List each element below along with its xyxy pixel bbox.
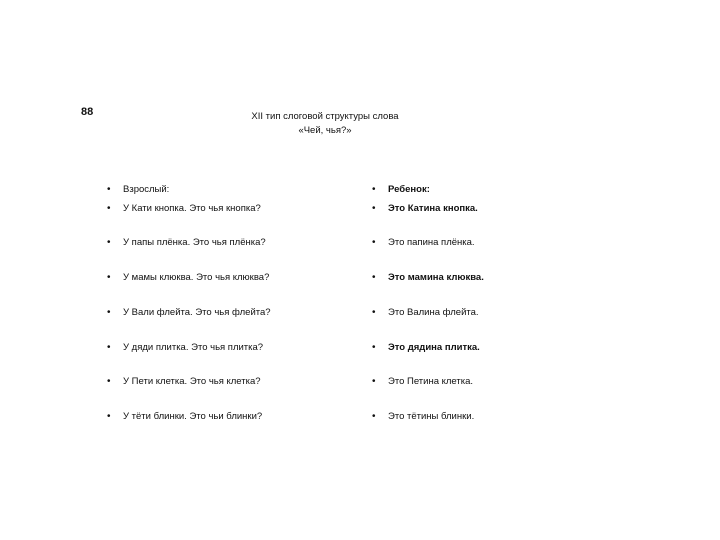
- bullet-icon: •: [107, 237, 111, 248]
- child-answer: Это дядина плитка.: [388, 342, 480, 353]
- bullet-icon: •: [372, 307, 376, 318]
- bullet-icon: •: [372, 411, 376, 422]
- bullet-icon: •: [107, 342, 111, 353]
- list-item: [107, 237, 266, 249]
- list-item: [107, 411, 262, 423]
- list-item: [372, 376, 473, 388]
- bullet-icon: •: [372, 237, 376, 248]
- bullet-icon: •: [107, 376, 111, 387]
- bullet-icon: •: [107, 203, 111, 214]
- bullet-icon: •: [372, 184, 376, 195]
- list-item: [107, 307, 271, 319]
- adult-question: У дяди плитка. Это чья плитка?: [123, 342, 264, 353]
- list-item: [372, 237, 475, 249]
- adult-question: У Кати кнопка. Это чья кнопка?: [123, 203, 261, 214]
- child-answer: Это тётины блинки.: [388, 411, 475, 422]
- bullet-icon: •: [372, 203, 376, 214]
- list-item: [372, 411, 474, 423]
- bullet-icon: •: [107, 307, 111, 318]
- list-item: [107, 376, 261, 388]
- adult-question: У мамы клюква. Это чья клюква?: [123, 272, 270, 283]
- child-answer: Это Петина клетка.: [388, 376, 474, 387]
- adult-question: У тёти блинки. Это чьи блинки?: [123, 411, 263, 422]
- list-item: [372, 342, 480, 354]
- bullet-icon: •: [372, 342, 376, 353]
- list-item: [107, 184, 169, 196]
- bullet-icon: •: [372, 272, 376, 283]
- page-number: 88: [81, 106, 94, 118]
- bullet-icon: •: [107, 184, 111, 195]
- title-line-2: «Чей, чья?»: [298, 125, 352, 136]
- child-label: Ребенок:: [388, 184, 430, 195]
- list-item: [372, 203, 478, 215]
- child-answer: Это Катина кнопка.: [388, 203, 478, 214]
- adult-question: У Вали флейта. Это чья флейта?: [123, 307, 271, 318]
- bullet-icon: •: [107, 411, 111, 422]
- adult-label: Взрослый:: [123, 184, 170, 195]
- list-item: [372, 184, 430, 196]
- list-item: [372, 272, 484, 284]
- bullet-icon: •: [372, 376, 376, 387]
- page-title: [200, 110, 450, 138]
- list-item: [107, 272, 269, 284]
- adult-question: У Пети клетка. Это чья клетка?: [123, 376, 261, 387]
- child-answer: Это папина плёнка.: [388, 237, 475, 248]
- list-item: [107, 342, 263, 354]
- child-answer: Это мамина клюква.: [388, 272, 484, 283]
- title-line-1: XII тип слоговой структуры слова: [251, 111, 399, 122]
- list-item: [107, 203, 261, 215]
- child-answer: Это Валина флейта.: [388, 307, 479, 318]
- list-item: [372, 307, 479, 319]
- bullet-icon: •: [107, 272, 111, 283]
- adult-question: У папы плёнка. Это чья плёнка?: [123, 237, 266, 248]
